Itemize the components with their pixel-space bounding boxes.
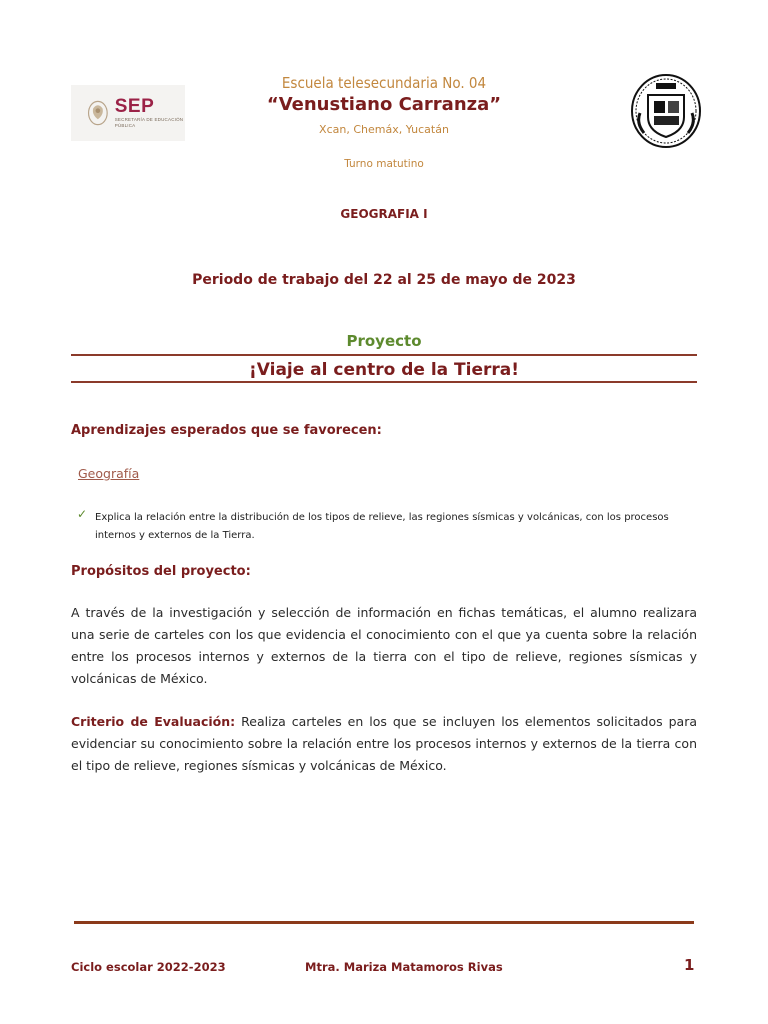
criteria-paragraph	[71, 711, 697, 777]
school-quote: “Venustiano Carranza”	[266, 94, 502, 115]
footer-teacher: Mtra. Mariza Matamoros Rivas	[305, 960, 503, 974]
learnings-heading: Aprendizajes esperados que se favorecen:	[71, 423, 382, 438]
purposes-heading: Propósitos del proyecto:	[71, 564, 251, 579]
sep-logo-text: SEP	[114, 96, 155, 117]
learning-item: Explica la relación entre la distribución de los tipos de relieve, las regiones sísmicas y volcánicas, con los procesos internos y externos de la Tierra.	[95, 512, 669, 541]
school-name: Escuela telesecundaria No. 04	[281, 74, 487, 92]
footer-cycle: Ciclo escolar 2022-2023	[71, 960, 226, 974]
work-period: Periodo de trabajo del 22 al 25 de mayo de 2023	[192, 272, 576, 288]
school-location: Xcan, Chemáx, Yucatán	[319, 123, 449, 136]
divider-bottom	[71, 381, 697, 383]
criteria-label: Criterio de Evaluación:	[71, 714, 236, 729]
school-shift: Turno matutino	[344, 158, 424, 170]
project-title: ¡Viaje al centro de la Tierra!	[249, 360, 519, 380]
purposes-text: A través de la investigación y selección de información en fichas temáticas, el alumno realizara una serie de carteles con los que evidencia el conocimiento con el que ya cuenta sobre la relación entre los procesos internos y externos de la tierra con el tipo de relieve, regiones sísmicas y volcánicas de México.	[71, 605, 697, 686]
page-number: 1	[684, 956, 695, 974]
geography-link[interactable]: Geografía	[78, 466, 140, 481]
divider-top	[71, 354, 697, 356]
sep-logo-subtext: SECRETARÍA DE EDUCACIÓN PÚBLICA	[114, 117, 184, 128]
subject-title: GEOGRAFIA I	[340, 207, 428, 221]
footer-divider	[74, 921, 694, 924]
checkmark-icon: ✓	[77, 507, 88, 521]
project-label: Proyecto	[346, 332, 422, 350]
criteria-text: Realiza carteles en los que se incluyen los elementos solicitados para evidenciar su conocimiento sobre la relación entre los procesos internos y externos de la tierra con el tipo de relieve, regiones sísmicas y volcánicas de México.	[71, 714, 697, 773]
